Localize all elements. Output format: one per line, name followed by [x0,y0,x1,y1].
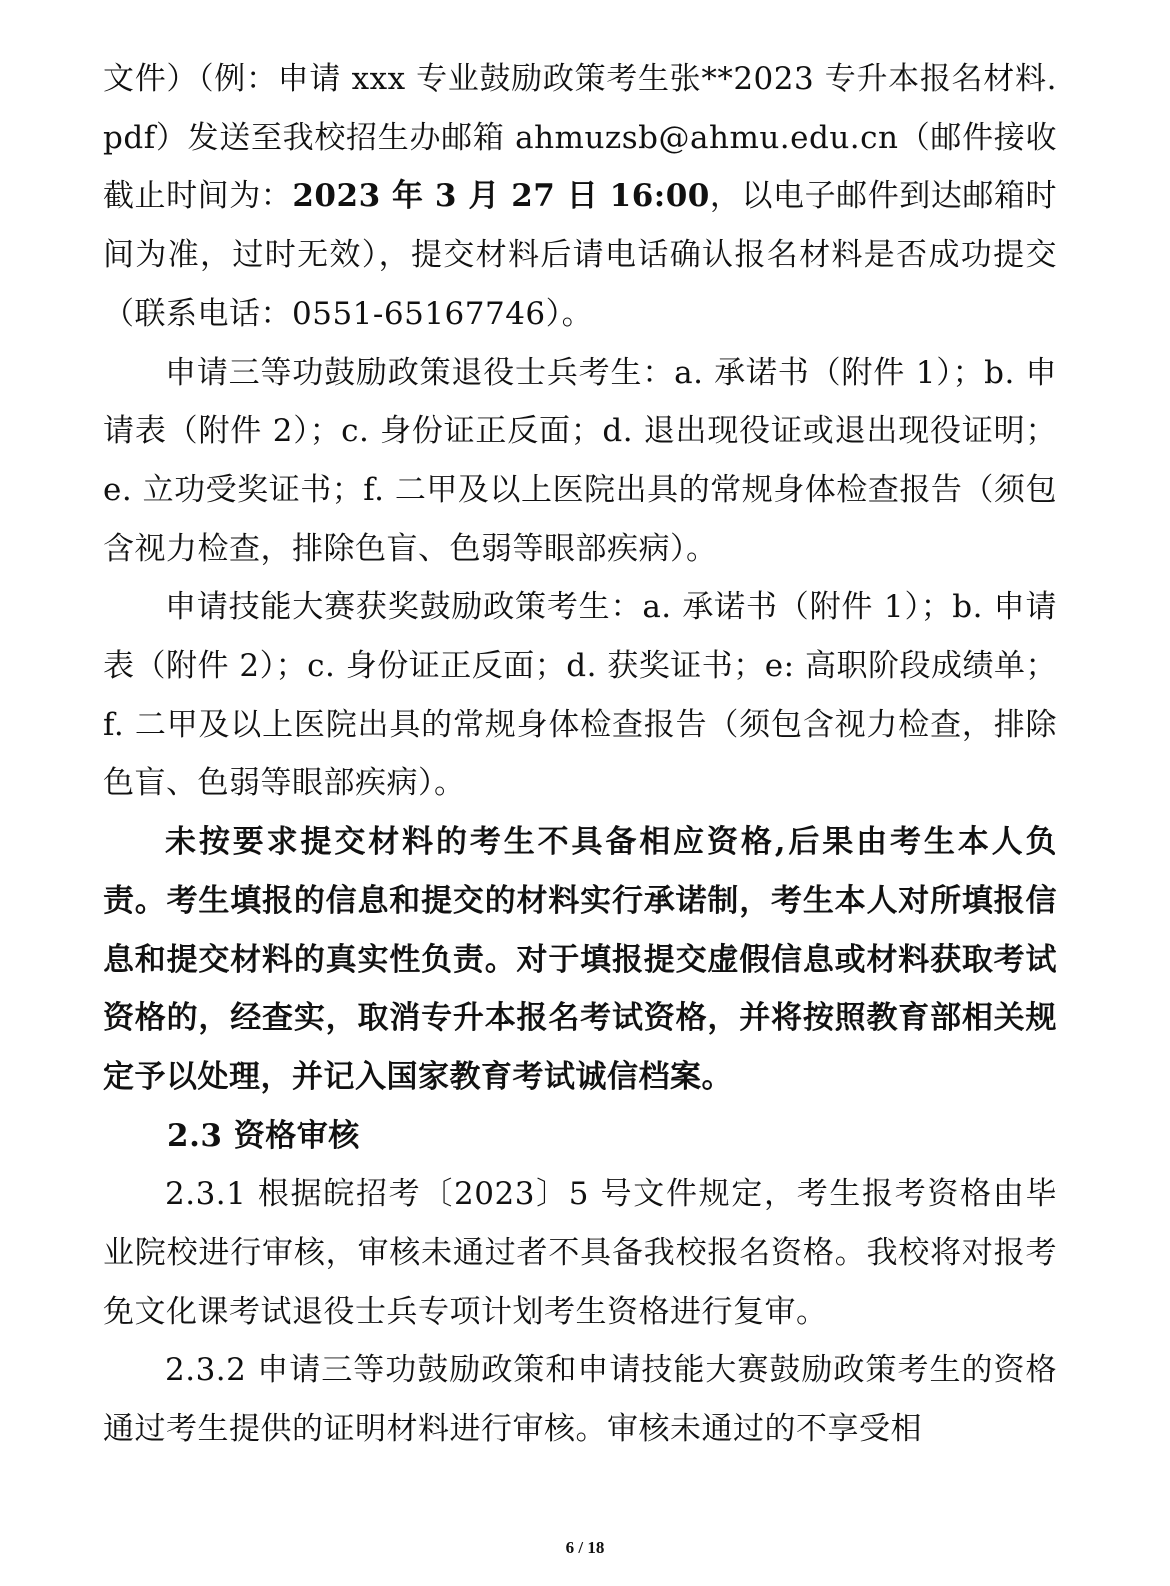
section-heading-qualification-review: 2.3 资格审核 [167,1117,360,1154]
document-body [103,50,1057,1459]
paragraph-skills-contest-materials: 申请技能大赛获奖鼓励政策考生：a. 承诺书（附件 1）；b. 申请表（附件 2）；c. 身份证正反面；d. 获奖证书；e: 高职阶段成绩单；f. 二甲及以上医院出具的常规身体检查报告（须包含视力检查，排除色盲、色弱等眼部疾病）。 [103,589,1057,802]
paragraph-2-3-1: 2.3.1 根据皖招考〔2023〕5 号文件规定，考生报考资格由毕业院校进行审核，审核未通过者不具备我校报名资格。我校将对报考免文化课考试退役士兵专项计划考生资格进行复审。 [103,1176,1057,1330]
paragraph-text: ，以电子邮件到达邮箱时间为准，过时无效），提交材料后请电话确认报名材料是否成功提交（联系电话：0551-65167746）。 [103,178,1058,332]
deadline-text: 2023 年 3 月 27 日 16:00 [292,178,710,215]
paragraph-2-3-2: 2.3.2 申请三等功鼓励政策和申请技能大赛鼓励政策考生的资格通过考生提供的证明材料进行审核。审核未通过的不享受相 [103,1352,1057,1448]
paragraph-text: 文件）（例：申请 xxx 专业鼓励政策考生张**2023 专升本报名材料.pdf）发送至我校招生办邮箱 ahmuzsb@ahmu.edu.cn（邮件接收截止时间为： [103,61,1057,215]
paragraph-submission-instructions [103,50,1057,344]
page-number: 6 / 18 [565,1538,605,1557]
paragraph-commitment-notice: 未按要求提交材料的考生不具备相应资格,后果由考生本人负责。考生填报的信息和提交的材料实行承诺制，考生本人对所填报信息和提交材料的真实性负责。对于填报提交虚假信息或材料获取考试资格的，经查实，取消专升本报名考试资格，并将按照教育部相关规定予以处理，并记入国家教育考试诚信档案。 [103,824,1057,1095]
paragraph-merit-policy-materials: 申请三等功鼓励政策退役士兵考生：a. 承诺书（附件 1）；b. 申请表（附件 2）；c. 身份证正反面；d. 退出现役证或退出现役证明；e. 立功受奖证书；f. 二甲及以上医院出具的常规身体检查报告（须包含视力检查，排除色盲、色弱等眼部疾病）。 [103,354,1057,567]
